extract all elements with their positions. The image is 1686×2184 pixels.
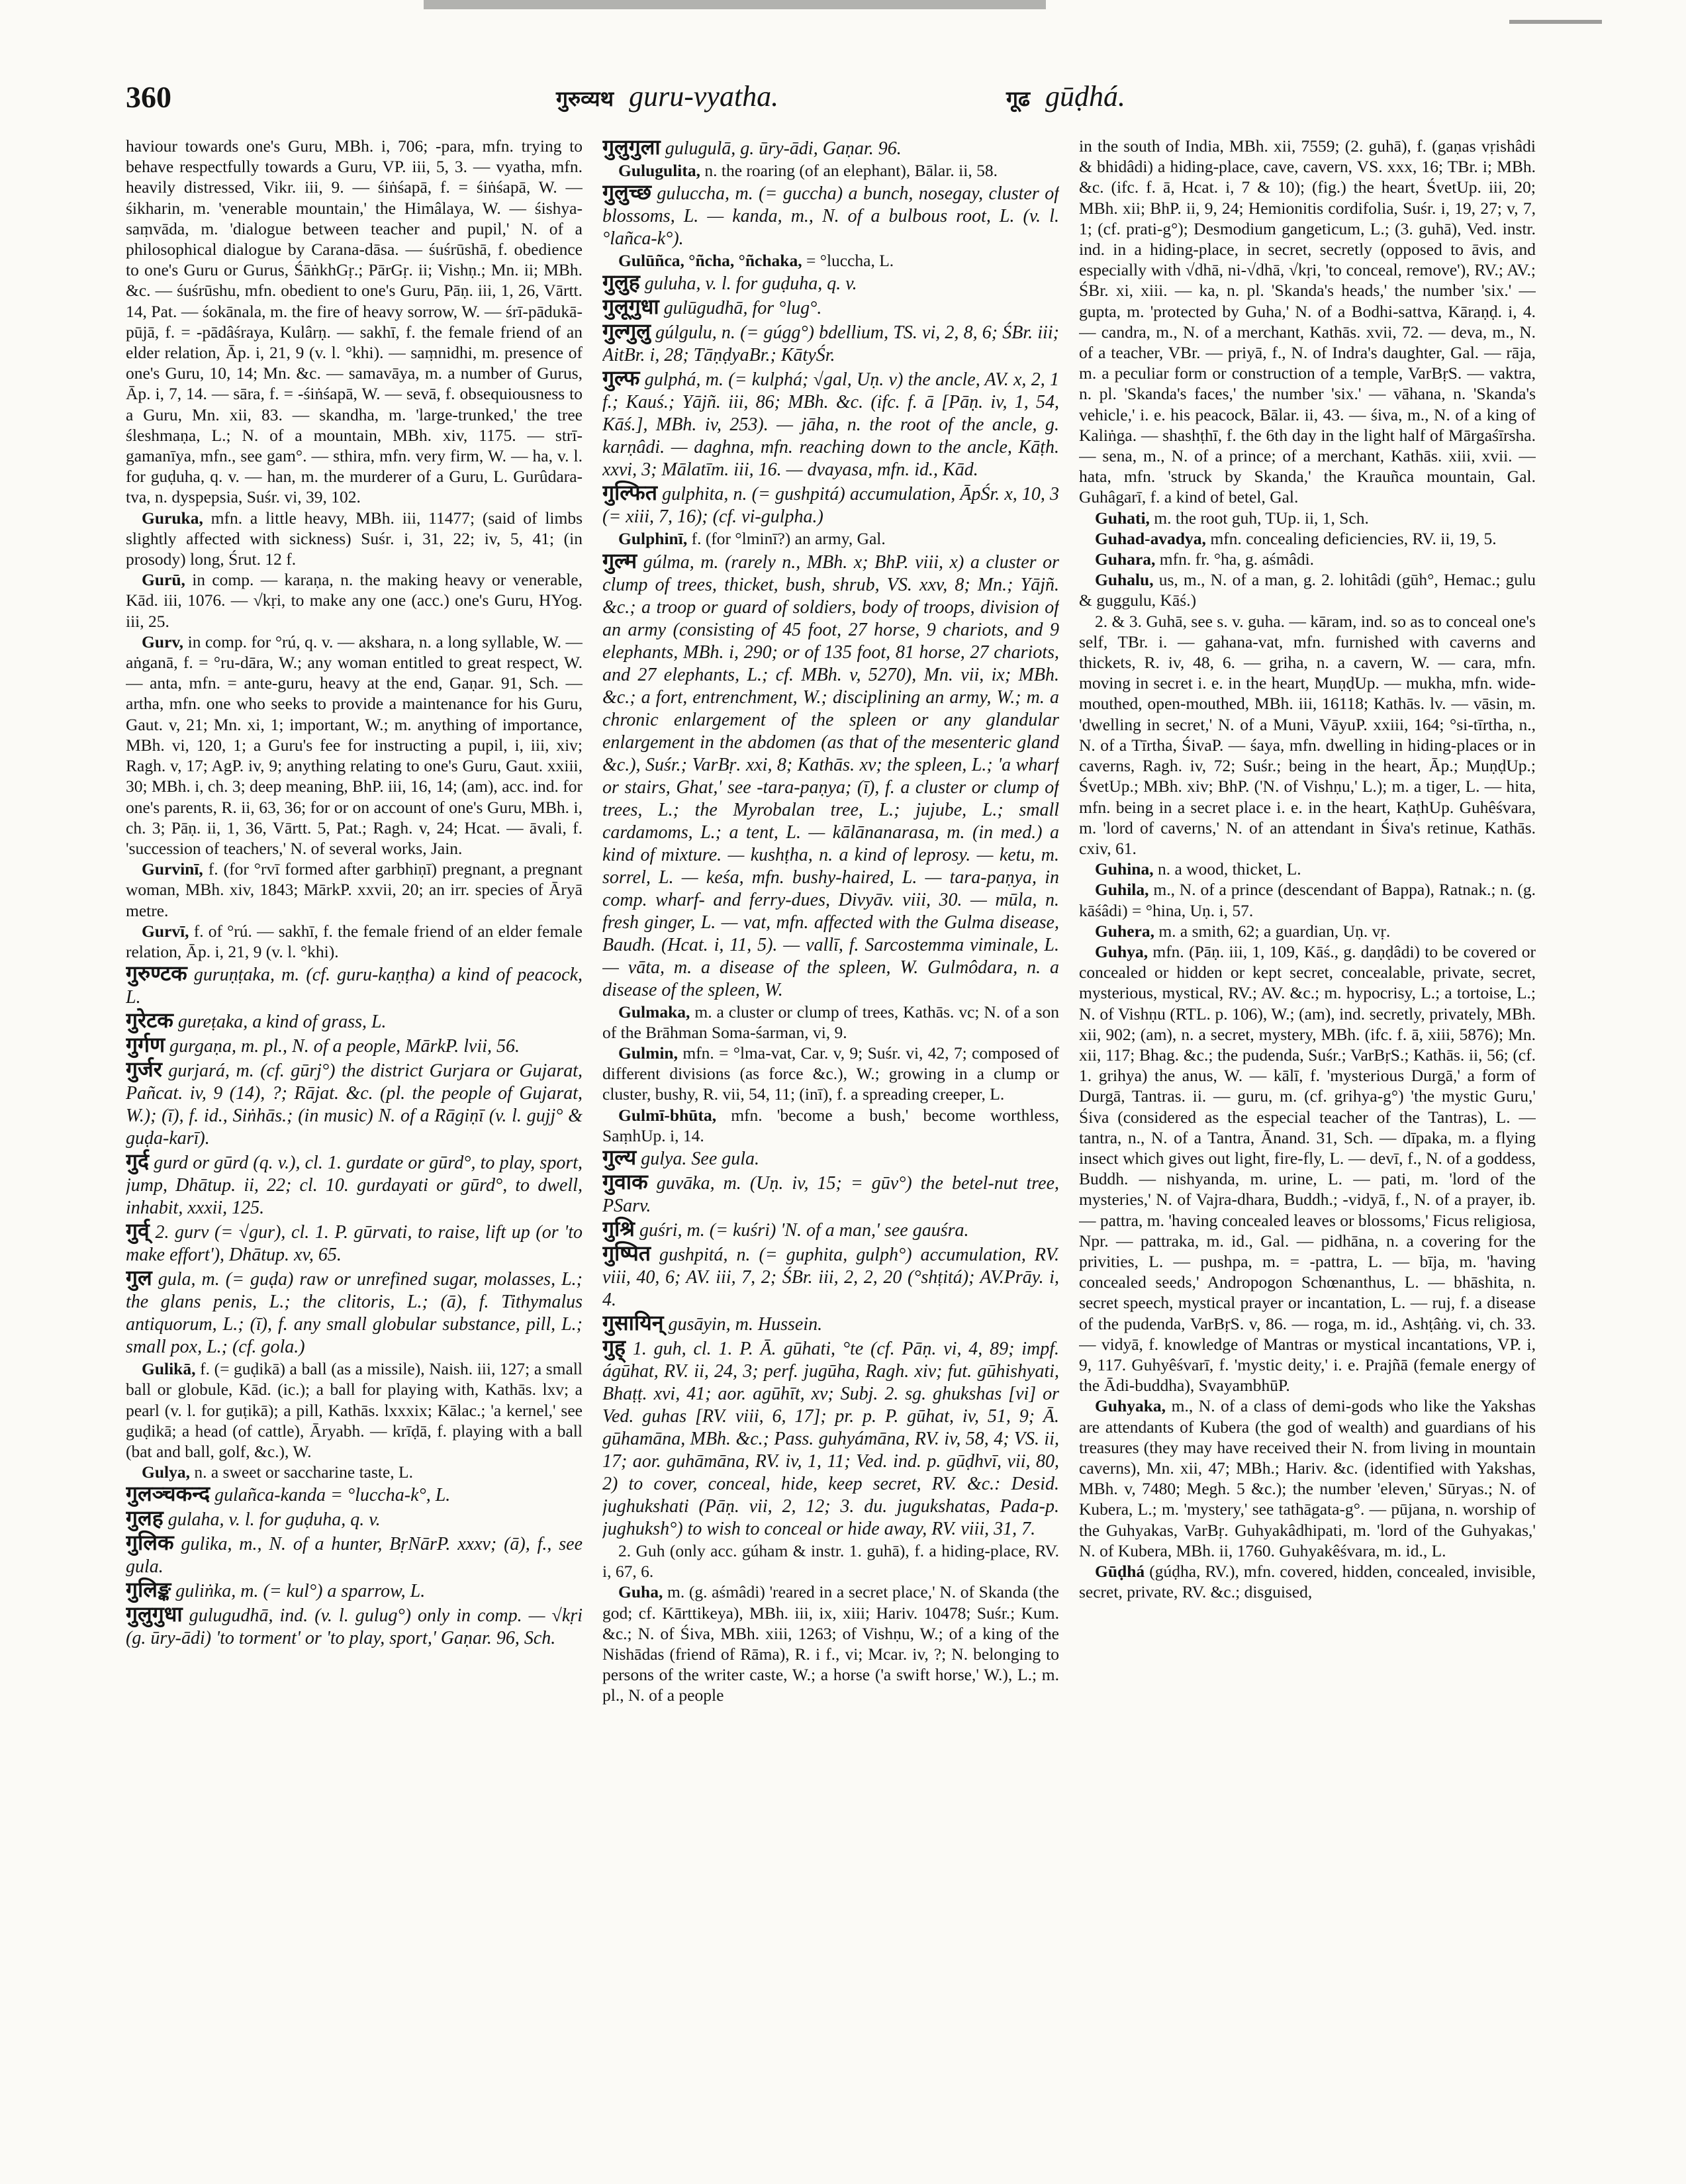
entry-text: gulphita, n. (= gushpitá) accumulation, ĀpŚr. x, 10, 3 (= xiii, 7, 16); (cf. vi-gulpha.) bbox=[602, 484, 1059, 528]
entry-text: guliṅka, m. (= kul°) a sparrow, L. bbox=[175, 1581, 426, 1602]
entry-devanagari: गुह् bbox=[602, 1335, 626, 1360]
entry-text: gushpitá, n. (= guphita, gulph°) accumulation, RV. viii, 40, 6; AV. iii, 7, 2; ŚBr. iii, 2, 2, 20 (°shṭitá); AV.Prāy. i, 4. bbox=[602, 1245, 1059, 1311]
column-2 bbox=[602, 136, 1059, 2155]
entry-headword: Gulya, bbox=[142, 1462, 190, 1482]
entry-headword: Guruka, bbox=[142, 508, 203, 528]
dictionary-entry bbox=[1079, 549, 1536, 569]
entry-text: us, m., N. of a man, g. 2. lohitâdi (gūh°, Hemac.; gulu & guggulu, Kāś.) bbox=[1079, 570, 1536, 610]
entry-devanagari: गुलुच्छ bbox=[602, 179, 651, 205]
entry-devanagari: गुरेटक bbox=[126, 1008, 173, 1033]
entry-headword: Gulphinī, bbox=[618, 529, 688, 549]
entry-text: m. (g. aśmâdi) 'reared in a secret place,' N. of Skanda (the god; cf. Kārttikeya), MBh. iii, ix, xiii; Hariv. 10478; Suśr.; Kum. &c.; N. of Śiva, MBh. xiii, 1263; of Vishṇu, W.; of a king of the Nishādas (friend of Rāma), R. i f., vi; Mcar. iv, ?; N. belonging to persons of the writer caste, W.; a horse ('a swift horse,' W.), L.; m. pl., N. of a people bbox=[602, 1582, 1059, 1705]
dictionary-entry bbox=[126, 1009, 583, 1033]
dictionary-entry bbox=[126, 508, 583, 570]
dictionary-entry bbox=[602, 549, 1059, 1002]
dictionary-entry bbox=[602, 528, 1059, 549]
dictionary-entry bbox=[126, 136, 583, 508]
dictionary-entry bbox=[1079, 569, 1536, 610]
running-head-right bbox=[1006, 79, 1125, 113]
dictionary-entry bbox=[602, 481, 1059, 528]
dictionary-entry bbox=[1079, 1561, 1536, 1602]
entry-devanagari: गुलञ्चकन्द bbox=[126, 1481, 211, 1507]
entry-text: m. the root guh, TUp. ii, 1, Sch. bbox=[1154, 508, 1369, 528]
dictionary-entry bbox=[1079, 136, 1536, 508]
entry-text: mfn. (Pāṇ. iii, 1, 109, Kāś., g. daṇḍâdi) to be covered or concealed or hidden or kept secret, concealable, private, secret, mysterious, mystical, RV.; AV. &c.; m. hypocrisy, L.; a tortoise, L.; N. of Vishṇu (RTL. p. 106), W.; (am), ind. secretly, privately, MBh. xii, 902; (am), n. a secret, mystery, MBh. (ifc. f. ā, xiii, 5876); Mn. xii, 117; Bhag. &c.; the pudenda, Suśr.; VarBṛS.; Kathās. ii, 56; (cf. 1. grihya) the anus, W. — kālī, f. 'mysterious Durgā,' a form of Durgā, Tantras. ii. — guru, m. (cf. grihya-g°) 'the mystic Guru,' Śiva (considered as the especial teacher of the Tantras), L. — tantra, n., N. of a Tantra, Ānand. 31, Sch. — dīpaka, m. a flying insect which gives out light, fire-fly, L. — devī, f., N. of a goddess, Buddh. — nishyanda, m. urine, L. — pati, m. 'lord of the mysteries,' N. of Vajra-dhara, Buddh.; -vidyā, f., N. of a prayer, ib. — pattra, m. 'having concealed leaves or blossoms,' Ficus religiosa, Npr. — pattraka, m. id., Gal. — pidhāna, n. a covering for the privities, L. — pushpa, m. = -pattra, L. — bīja, m. 'having concealed seeds,' Andropogon Schœnanthus, L. — bhāshita, n. secret speech, mystical prayer or incantation, L. — ruj, f. a disease of the pudenda, VarBṛS. v, 86. — roga, m. id., Ashṭâṅg. vi, ch. 33. — vidyā, f. knowledge of Mantras or mystical incantations, VP. i, 9, 117. Guhyêśvarī, f. 'mystic deity,' i. e. Prajñā (female energy of the Ādi-buddha), SvayambhūP. bbox=[1079, 941, 1536, 1396]
entry-text: in comp. — karaṇa, n. the making heavy or venerable, Kād. iii, 1076. — √kṛi, to make any one (acc.) one's Guru, HYog. iii, 25. bbox=[126, 570, 583, 631]
dictionary-entry bbox=[602, 181, 1059, 250]
dictionary-entry bbox=[126, 859, 583, 921]
entry-text: gulika, m., N. of a hunter, BṛNārP. xxxv; (ā), f., see gula. bbox=[126, 1534, 583, 1578]
dictionary-entry bbox=[126, 569, 583, 632]
dictionary-entry bbox=[1079, 1396, 1536, 1561]
dictionary-entry bbox=[602, 160, 1059, 181]
entry-devanagari: गुरुण्टक bbox=[126, 961, 187, 986]
entry-text: gulugulā, g. ūry-ādi, Gaṇar. 96. bbox=[665, 138, 902, 159]
entry-headword: Guhera, bbox=[1095, 921, 1154, 941]
dictionary-entry bbox=[602, 1311, 1059, 1336]
entry-devanagari: गुलिक bbox=[126, 1530, 174, 1556]
entry-text: f. (for °rvī formed after garbhiṇī) pregnant, a pregnant woman, MBh. xiv, 1843; MārkP. xxvii, 20; an irr. species of Āryā metre. bbox=[126, 859, 583, 920]
dictionary-entry bbox=[1079, 528, 1536, 549]
entry-text: in comp. for °rú, q. v. — akshara, n. a long syllable, W. — aṅganā, f. = °ru-dāra, W.; any woman entitled to great respect, W. — anta, mfn. = ante-guru, heavy at the end, Gaṇar. 91, Sch. — artha, mfn. one who seeks to provide a maintenance for his Guru, Gaut. v, 21; Mn. xi, 1; important, W.; m. anything of importance, MBh. vi, 120, 1; a Guru's fee for instructing a pupil, i, iii, xiv; Ragh. v, 17; AgP. iv, 9; anything relating to one's Guru, Gaut. xxiii, 30; MBh. i, ch. 3; deep meaning, BhP. iii, 16, 14; (am), acc. ind. for one's parents, R. ii, 63, 36; for or on account of one's Guru, MBh. i, ch. 3; Pāṇ. ii, 1, 36, Vārtt. 5, Pat.; Ragh. v, 24; Hcat. — āvali, f. 'succession of teachers,' N. of several works, Jain. bbox=[126, 632, 583, 858]
dictionary-entry bbox=[126, 1482, 583, 1507]
entry-text: f. of °rú. — sakhī, f. the female friend of an elder female relation, Āp. i, 21, 9 (v. l. °khi). bbox=[126, 921, 583, 961]
entry-text: m. a smith, 62; a guardian, Uṇ. vṛ. bbox=[1158, 921, 1391, 941]
entry-text: gúlgulu, n. (= gúgg°) bdellium, TS. vi, 2, 8, 6; ŚBr. iii; AitBr. i, 28; TāṇḍyaBr.; KātyŚr. bbox=[602, 322, 1059, 366]
entry-text: n. a wood, thicket, L. bbox=[1157, 859, 1301, 879]
entry-devanagari: गुलुह bbox=[602, 269, 640, 295]
entry-text: m., N. of a class of demi-gods who like the Yakshas are attendants of Kubera (the god of wealth) and guardians of his treasures (they may have received their N. from living in mountain caverns), Mn. xii, 47; MBh.; Hariv. &c. (identified with Yakshas, MBh. v, 7480; Megh. 5 &c.); the number 'eleven,' Sūryas.; N. of Kubera, L.; m. 'mystery,' see tathāgata-g°. — pūjana, n. worship of the Guhyakas, VarBṛ. Guhyakâdhipati, m. 'lord of the Guhyakas,' N. of Kubera, MBh. ii, 1760. Guhyakêśvara, m. id., L. bbox=[1079, 1396, 1536, 1560]
entry-text: mfn. fr. °ha, g. aśmâdi. bbox=[1159, 549, 1315, 569]
entry-headword: Guhyaka, bbox=[1095, 1396, 1166, 1416]
entry-devanagari: गुलह bbox=[126, 1505, 164, 1531]
dictionary-entry bbox=[602, 367, 1059, 481]
entry-headword: Gulūñca, °ñcha, °ñchaka, bbox=[618, 251, 802, 271]
running-head-left-transliteration: guru-vyatha. bbox=[629, 80, 779, 113]
entry-text: = °luccha, L. bbox=[806, 251, 894, 271]
entry-text: gulugudhā, ind. (v. l. gulug°) only in comp. — √kṛi (g. ūry-ādi) 'to torment' or 'to play, sport,' Gaṇar. 96, Sch. bbox=[126, 1605, 583, 1649]
entry-headword: Guhina, bbox=[1095, 859, 1154, 879]
entry-text: guvāka, m. (Uṇ. iv, 15; = gūv°) the betel-nut tree, PSarv. bbox=[602, 1173, 1059, 1217]
entry-devanagari: गुसायिन् bbox=[602, 1310, 664, 1336]
entry-headword: Guha, bbox=[618, 1582, 663, 1602]
dictionary-entry bbox=[126, 1531, 583, 1578]
dictionary-entry bbox=[126, 1578, 583, 1603]
entry-text: gureṭaka, a kind of grass, L. bbox=[177, 1012, 387, 1033]
dictionary-entry bbox=[126, 1462, 583, 1482]
entry-devanagari: गुर्द bbox=[126, 1149, 150, 1174]
entry-headword: Guhalu, bbox=[1095, 570, 1154, 590]
entry-text: gulūgudhā, for °lug°. bbox=[663, 298, 822, 319]
entry-text: guruṇṭaka, m. (cf. guru-kaṇṭha) a kind of peacock, L. bbox=[126, 965, 583, 1008]
dictionary-entry bbox=[1079, 941, 1536, 1396]
dictionary-body bbox=[126, 136, 1549, 2155]
scan-artifact bbox=[1509, 20, 1602, 24]
entry-devanagari: गुलिङ्क bbox=[126, 1577, 171, 1603]
entry-headword: Gurū, bbox=[142, 570, 185, 590]
entry-headword: Gulmī-bhūta, bbox=[618, 1105, 717, 1125]
dictionary-entry bbox=[126, 1150, 583, 1219]
dictionary-entry bbox=[602, 1217, 1059, 1242]
running-head-right-devanagari: गूढ bbox=[1006, 86, 1031, 111]
entry-text: gula, m. (= guḍa) raw or unrefined sugar, molasses, L.; the glans penis, L.; the clitoris, L.; (ā), f. Tithymalus antiquorum, L.; (ī), f. any small globular substance, pill, L.; small pox, L.; (cf. gola.) bbox=[126, 1269, 583, 1358]
entry-headword: Guhad-avadya, bbox=[1095, 528, 1206, 548]
dictionary-entry bbox=[602, 1002, 1059, 1043]
entry-devanagari: गुल bbox=[126, 1265, 152, 1291]
entry-devanagari: गुलुगुला bbox=[602, 136, 661, 160]
entry-text: gulphá, m. (= kulphá; √gal, Uṇ. v) the ancle, AV. x, 2, 1 f.; Kauś.; Yājñ. iii, 86; MBh. &c. (ifc. f. ā [Pāṇ. iv, 1, 54, Kāś.], MBh. iv, 253). — jāha, n. the root of the ancle, g. karṇâdi. — daghna, mfn. reaching down to the ancle, Kāṭh. xxvi, 3; Mālatīm. iii, 16. — dvayasa, mfn. id., Kād. bbox=[602, 369, 1059, 481]
entry-headword: Gurv, bbox=[142, 632, 184, 651]
entry-devanagari: गुर्जर bbox=[126, 1057, 162, 1082]
dictionary-entry bbox=[126, 1358, 583, 1462]
dictionary-entry bbox=[126, 1266, 583, 1358]
entry-text: guśri, m. (= kuśri) 'N. of a man,' see gauśra. bbox=[639, 1220, 969, 1241]
dictionary-entry bbox=[1079, 879, 1536, 920]
dictionary-entry bbox=[126, 1219, 583, 1266]
dictionary-entry bbox=[126, 1033, 583, 1058]
dictionary-entry bbox=[602, 320, 1059, 367]
entry-text: gurgaṇa, m. pl., N. of a people, MārkP. lvii, 56. bbox=[169, 1036, 520, 1057]
entry-text: n. a sweet or saccharine taste, L. bbox=[194, 1462, 414, 1482]
column-1 bbox=[126, 136, 583, 2155]
entry-text: 2. & 3. Guhā, see s. v. guha. — kāram, ind. so as to conceal one's self, TBr. i. — gahana-vat, mfn. furnished with caverns and thickets, R. iv, 48, 6. — griha, n. a cavern, W. — cara, mfn. moving in secret i. e. in the heart, MuṇḍUp. — mukha, mfn. wide-mouthed, open-mouthed, MBh. iii, 16118; Kathās. lv. — vāsin, m. 'dwelling in secret,' N. of a Muni, VāyuP. xxiii, 164; °si-tīrtha, n., N. of a Tīrtha, ŚivaP. — śaya, mfn. dwelling in hiding-places or in caverns, Ragh. iv, 72; Suśr.; being in the heart, Āp.; MuṇḍUp.; ŚvetUp.; MBh. xiv; BhP. ('N. of Vishṇu,' L.); m. a tiger, L. — hita, mfn. being in a secret place i. e. in the heart, KaṭhUp. Guhêśvara, m. 'lord of caverns,' N. of an attendant in Śiva's retinue, Kathās. cxiv, 61. bbox=[1079, 611, 1536, 858]
entry-text: gurd or gūrd (q. v.), cl. 1. gurdate or gūrd°, to play, sport, jump, Dhātup. ii, 22; cl. 10. gurdayati or gūrd°, to dwell, inhabit, xxxii, 125. bbox=[126, 1153, 583, 1219]
entry-text: 2. gurv (= √gur), cl. 1. P. gūrvati, to raise, lift up (or 'to make effort'), Dhātup. xv, 65. bbox=[126, 1222, 583, 1266]
entry-devanagari: गुश्रि bbox=[602, 1216, 635, 1242]
dictionary-entry bbox=[602, 250, 1059, 271]
column-3 bbox=[1079, 136, 1536, 2155]
dictionary-entry bbox=[602, 1170, 1059, 1217]
scan-artifact bbox=[424, 0, 1046, 9]
page-header bbox=[126, 79, 1542, 126]
entry-text: in the south of India, MBh. xii, 7559; (2. guhā), f. (gaṇas vṛishâdi & bhidâdi) a hiding-place, cave, cavern, VS. xxx, 16; TBr. i; MBh. &c. (ifc. f. ā, Hcat. i, 7 & 10); (fig.) the heart, ŚvetUp. iii, 20; MBh. xii; BhP. ii, 9, 24; Hemionitis cordifolia, Suśr. i, 19, 27; v, 7, 1; (cf. prati-g°); Desmodium gangeticum, L.; (3. guhā), Ved. instr. ind. in a hiding-place, in secret, secretly (opposed to āvis, and especially with √dhā, ni-√dhā, √kṛi, 'to conceal, remove'), RV.; AV.; ŚBr. xi, xiii. — ka, n. pl. 'Skanda's heads,' the number 'six.' — gupta, m. 'protected by Guha,' N. of a Bodhi-sattva, Kāraṇḍ. i, 4. — candra, m., N. of a merchant, Kathās. xvii, 72. — deva, m., N. of a teacher, VBr. — priyā, f., N. of Indra's daughter, Gal. — rāja, m. a peculiar form or construction of a temple, VarBṛS. — vaktra, n. pl. 'Skanda's faces,' the number 'six.' — vāhana, n. 'Skanda's vehicle,' i. e. his peacock, Bālar. ii, 43. — śiva, m., N. of a king of Kaliṅga. — shashṭhī, f. the 6th day in the light half of Mārgaśīrsha. — sena, m., N. of a prince; of a merchant, Kathās. xiii, xvii. — hata, mfn. 'struck by Skanda,' the Krauñca mountain, Gal. Guhâgarī, f. a kind of betel, Gal. bbox=[1079, 136, 1536, 507]
entry-headword: Gūḍhá bbox=[1095, 1562, 1145, 1582]
entry-text: m., N. of a prince (descendant of Bappa), Ratnak.; n. (g. kāśâdi) = °hina, Uṇ. i, 57. bbox=[1079, 880, 1536, 920]
entry-headword: Gulugulita, bbox=[618, 161, 701, 180]
dictionary-entry bbox=[126, 1507, 583, 1531]
entry-headword: Gulmaka, bbox=[618, 1002, 690, 1021]
entry-text: haviour towards one's Guru, MBh. i, 706; -para, mfn. trying to behave respectfully towards a Guru, VP. iii, 5, 3. — vyatha, mfn. heavily distressed, Vikr. iii, 9. — śiṅśapā, f. = śiṅśapā, W. — śikharin, m. 'venerable mountain,' the Himâlaya, W. — śishya-saṃvāda, m. 'dialogue between teacher and pupil,' N. of a philosophical dialogue by Carana-dāsa. — śuśrūshā, f. obedience to one's Guru or Gurus, ŚāṅkhGṛ.; PārGṛ. ii; Vishṇ.; Mn. ii; MBh. &c. — śuśrūshu, mfn. obedient to one's Guru, Pāṇ. iii, 1, 26, Vārtt. 14, Pat. — śokānala, m. the fire of heavy sorrow, W. — śrī-pādukā-pūjā, f. = -pādâśraya, Kulârṇ. — sakhī, f. the female friend of an elder relation, Āp. i, 21, 9 (v. l. °khi). — saṃnidhi, m. presence of one's Guru, 10, 14; Mn. &c. — samavāya, m. a number of Gurus, Āp. i, 7, 14. — sāra, f. = -śiṅśapā, W. — sevā, f. obsequiousness to a Guru, Mn. xii, 83. — skandha, m. 'large-trunked,' the tree śleshmaṇa, L.; N. of a mountain, MBh. xiv, 1175. — strī-gamanīya, mfn., see gam°. — sthira, mfn. very firm, W. — ha, v. l. for guḍuha, q. v. — han, m. the murderer of a Guru, L. Gurûdara-tva, n. dyspepsia, Suśr. vi, 39, 102. bbox=[126, 136, 583, 507]
entry-devanagari: गुल्फित bbox=[602, 480, 657, 506]
entry-text: mfn. a little heavy, MBh. iii, 11477; (said of limbs slightly affected with sickness) Suśr. i, 31, 22; iv, 5, 41; (in prosody) long, Śrut. 12 f. bbox=[126, 508, 583, 569]
dictionary-entry bbox=[602, 1541, 1059, 1582]
entry-text: gúlma, m. (rarely n., MBh. x; BhP. viii, x) a cluster or clump of trees, thicket, bush, shrub, VS. xxv, 8; Mn.; Yājñ. &c.; a troop or guard of soldiers, body of troops, division of an army (consisting of 45 foot, 27 horse, 9 chariots, and 9 elephants, MBh. i, 290; or of 135 foot, 81 horse, 27 chariots, and 27 elephants, L.; cf. MBh. v, 5270), Mn. vii, ix; MBh. &c.; a fort, entrenchment, W.; disciplining an army, W.; m. a chronic enlargement of the spleen or any glandular enlargement in the abdomen (as that of the mesenteric gland &c.), Suśr.; VarBṛ. xxi, 8; Kathās. xv; the spleen, L.; 'a wharf or stairs, Ghat,' see -tara-paṇya; (ī), f. a cluster or clump of trees, L.; the Myrobalan tree, L.; jujube, L.; small cardamoms, L.; a tent, L. — kālānanarasa, m. (in med.) a kind of mixture. — kushṭha, n. a kind of leprosy. — ketu, m. sorrel, L. — keśa, mfn. bushy-haired, L. — tara-paṇya, in comp. wharf- and ferry-dues, Divyāv. viii, 30. — mūla, n. fresh ginger, L. — vat, mfn. affected with the Gulma disease, Baudh. (Hcat. i, 11, 5). — vallī, f. Sarcostemma viminale, L. — vāta, m. a disease of the spleen, W. Gulmôdara, n. a disease of the spleen, W. bbox=[602, 551, 1059, 1000]
entry-text: gulya. See gula. bbox=[641, 1149, 760, 1170]
entry-headword: Guhara, bbox=[1095, 549, 1156, 569]
entry-text: mfn. = °lma-vat, Car. v, 9; Suśr. vi, 42, 7; composed of different divisions (as force &c.), W.; growing in a clump or cluster, bushy, R. vii, 54, 11; (inī), f. a spreading creeper, L. bbox=[602, 1043, 1059, 1104]
dictionary-entry bbox=[1079, 508, 1536, 528]
entry-headword: Gulmin, bbox=[618, 1043, 678, 1063]
entry-text: mfn. concealing deficiencies, RV. ii, 19, 5. bbox=[1210, 528, 1497, 548]
dictionary-entry bbox=[126, 962, 583, 1009]
entry-devanagari: गुवाक bbox=[602, 1169, 648, 1195]
dictionary-entry bbox=[126, 632, 583, 859]
dictionary-entry bbox=[602, 136, 1059, 160]
entry-devanagari: गुलूगुधा bbox=[602, 294, 659, 320]
entry-text: f. (= guḍikā) a ball (as a missile), Naish. iii, 127; a small ball or globule, Kād. (ic.); a ball for playing with, Kathās. lxv; a pearl (v. l. for guṭikā); a pill, Kathās. lxxxix; Kālac.; 'a kernel,' see guḍikā; a head (of cattle), Āryabh. — krīḍā, f. playing with a ball (bat and ball, golf, &c.), W. bbox=[126, 1359, 583, 1461]
entry-devanagari: गुर्गण bbox=[126, 1032, 165, 1058]
entry-headword: Guhila, bbox=[1095, 880, 1149, 900]
running-head-left-devanagari: गुरुव्यथ bbox=[556, 86, 614, 111]
entry-text: f. (for °lminī?) an army, Gal. bbox=[691, 529, 886, 549]
entry-text: mfn. 'become a bush,' become worthless, SaṃhUp. i, 14. bbox=[602, 1105, 1059, 1145]
running-head-left bbox=[556, 79, 778, 113]
entry-headword: Gurvī, bbox=[142, 921, 189, 941]
entry-headword: Gulikā, bbox=[142, 1359, 196, 1379]
dictionary-entry bbox=[602, 1582, 1059, 1705]
dictionary-entry bbox=[126, 1058, 583, 1150]
entry-text: gulañca-kanda = °luccha-k°, L. bbox=[214, 1485, 451, 1506]
dictionary-entry bbox=[602, 1146, 1059, 1170]
dictionary-entry bbox=[602, 1105, 1059, 1146]
dictionary-entry bbox=[1079, 859, 1536, 879]
entry-text: (gúḍha, RV.), mfn. covered, hidden, concealed, invisible, secret, private, RV. &c.; disguised, bbox=[1079, 1562, 1536, 1602]
dictionary-entry bbox=[602, 295, 1059, 320]
dictionary-entry bbox=[602, 1336, 1059, 1541]
entry-text: n. the roaring (of an elephant), Bālar. ii, 58. bbox=[704, 161, 998, 180]
running-head-right-transliteration: gūḍhá. bbox=[1045, 80, 1126, 113]
entry-devanagari: गुल्म bbox=[602, 547, 637, 573]
page-number: 360 bbox=[126, 80, 171, 114]
entry-devanagari: गुल्गुलु bbox=[602, 318, 651, 344]
entry-headword: Guhati, bbox=[1095, 508, 1150, 528]
dictionary-entry bbox=[602, 271, 1059, 295]
dictionary-entry bbox=[126, 921, 583, 962]
entry-devanagari: गुर्व् bbox=[126, 1218, 150, 1244]
entry-devanagari: गुष्पित bbox=[602, 1241, 651, 1266]
entry-text: gurjará, m. (cf. gūrj°) the district Gurjara or Gujarat, Pañcat. iv, 9 (14), ?; Rājat. &c. (pl. the people of Gujarat, W.); (ī), f. id., Siṅhās.; (in music) N. of a Rāgiṇī (v. l. gujj° & guḍa-karī). bbox=[126, 1061, 583, 1149]
entry-devanagari: गुलुगुधा bbox=[126, 1601, 183, 1627]
dictionary-entry bbox=[602, 1242, 1059, 1311]
entry-headword: Guhya, bbox=[1095, 941, 1148, 961]
entry-text: m. a cluster or clump of trees, Kathās. vc; N. of a son of the Brāhman Soma-śarman, vi, 9. bbox=[602, 1002, 1059, 1042]
entry-devanagari: गुल्य bbox=[602, 1145, 637, 1170]
dictionary-entry bbox=[602, 1043, 1059, 1105]
entry-text: gusāyin, m. Hussein. bbox=[668, 1314, 823, 1335]
entry-text: gulaha, v. l. for guḍuha, q. v. bbox=[167, 1509, 381, 1531]
entry-devanagari: गुल्फ bbox=[602, 365, 640, 391]
entry-headword: Gurvinī, bbox=[142, 859, 203, 879]
entry-text: guluccha, m. (= guccha) a bunch, nosegay, cluster of blossoms, L. — kanda, m., N. of a bulbous root, L. (v. l. °lañca-k°). bbox=[602, 183, 1059, 250]
dictionary-entry bbox=[1079, 611, 1536, 859]
entry-text: guluha, v. l. for guḍuha, q. v. bbox=[644, 273, 857, 295]
entry-text: 2. Guh (only acc. gúham & instr. 1. guhā), f. a hiding-place, RV. i, 67, 6. bbox=[602, 1541, 1059, 1582]
dictionary-entry bbox=[1079, 921, 1536, 941]
dictionary-entry bbox=[126, 1603, 583, 1650]
entry-text: 1. guh, cl. 1. P. Ā. gūhati, °te (cf. Pāṇ. vi, 4, 89; impf. ágūhat, RV. ii, 24, 3; perf. jugūha, Ragh. xiv; fut. gūhishyati, Bhaṭṭ. xvi, 41; aor. agūhīt, xv; Subj. 2. sg. ghukshas [vi] or Ved. guhas [RV. viii, 6, 17]; pr. p. P. gūhat, iv, 51, 9; Ā. gūhamāna, MBh. &c.; Pass. guhyámāna, RV. iv, 58, 4; VS. ii, 17; aor. guhāmāna, RV. iv, 1, 11; Ved. ind. p. gūḍhvī, vii, 80, 2) to cover, conceal, hide, keep secret, RV. &c.: Desid. jughukshati (Pāṇ. vii, 2, 12; 3. du. jugukshatas, Pada-p. jughuksh°) to wish to conceal or hide away, RV. viii, 31, 7. bbox=[602, 1339, 1059, 1540]
